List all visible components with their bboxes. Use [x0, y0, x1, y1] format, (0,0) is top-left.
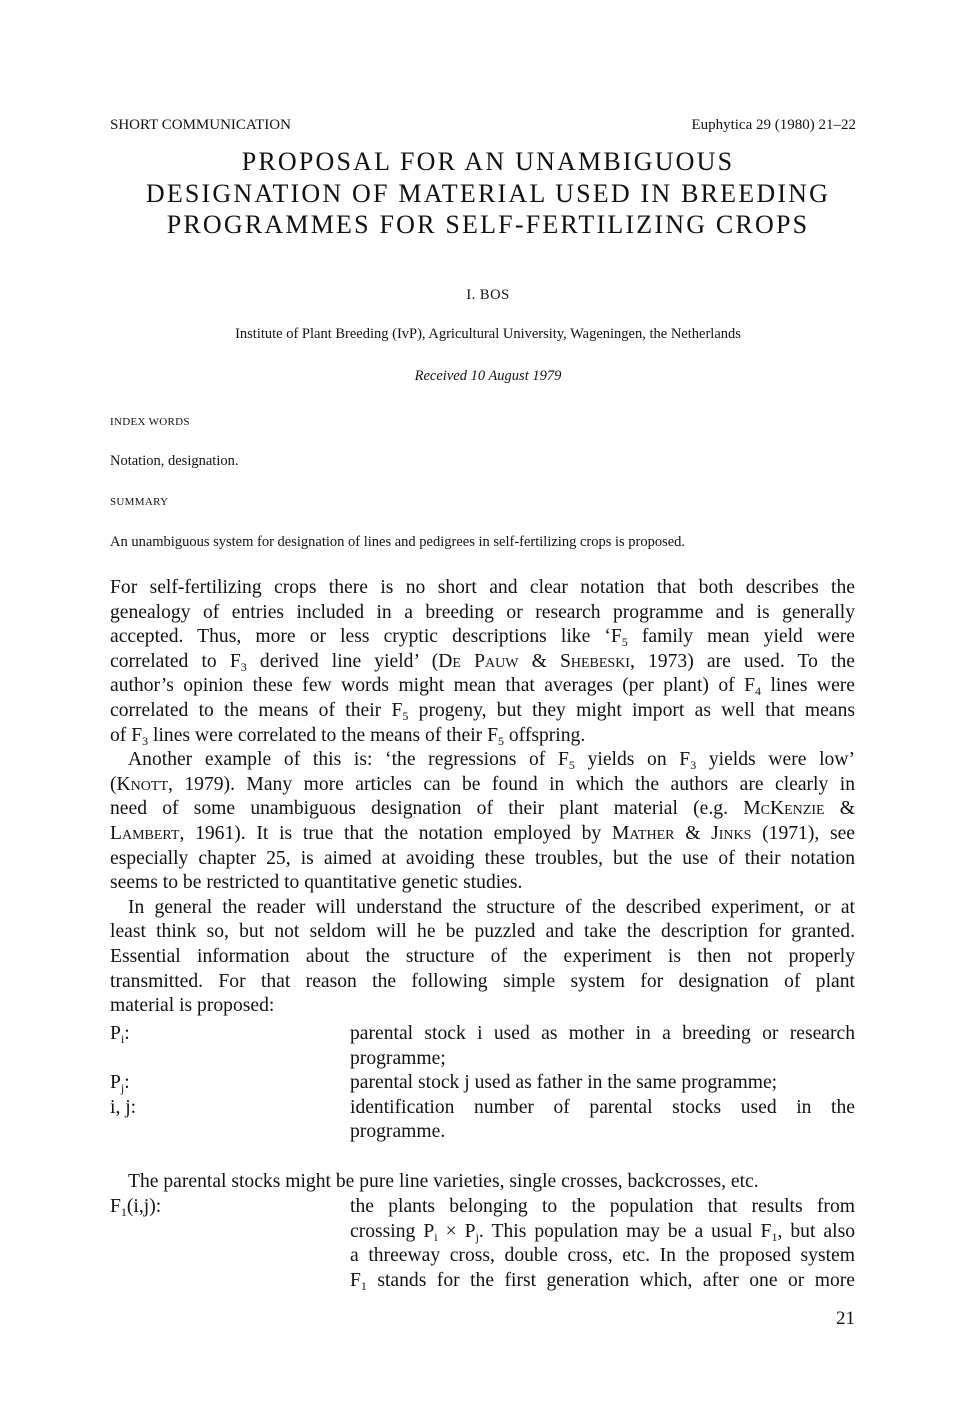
- text-run: (: [110, 773, 117, 795]
- subscript: i: [434, 1229, 438, 1244]
- text-run: the plants belonging to the population that results from: [350, 1196, 855, 1217]
- definitions-list-f1: [110, 1195, 855, 1293]
- definition-description: [350, 1195, 855, 1293]
- definition-item: [110, 1071, 855, 1096]
- running-header-citation: Euphytica 29 (1980) 21–22: [691, 117, 856, 133]
- text-run: , but also: [777, 1220, 855, 1242]
- text-line: [110, 945, 855, 970]
- subscript: 5: [568, 758, 575, 773]
- text-run: material is proposed:: [110, 995, 275, 1017]
- title-line: PROPOSAL FOR AN UNAMBIGUOUS: [241, 147, 735, 176]
- text-run: offspring.: [503, 724, 586, 746]
- author-citation: Mather: [611, 822, 675, 844]
- author-citation: Lambert: [110, 822, 180, 844]
- subscript: j: [475, 1229, 479, 1244]
- text-run: . This population may be a usual F: [478, 1220, 772, 1242]
- text-run: accepted. Thus, more or less cryptic descriptions like ‘F: [110, 626, 622, 648]
- summary-label: SUMMARY: [110, 496, 169, 508]
- text-line: [110, 674, 855, 699]
- subscript: i: [120, 1032, 125, 1046]
- text-run: Another example of this is: ‘the regressions of F: [128, 749, 569, 771]
- text-line: [110, 773, 855, 798]
- text-line: [110, 699, 855, 724]
- subscript: 1: [360, 1278, 367, 1293]
- text-run: transmitted. For that reason the following simple system for designation of plant: [110, 970, 855, 992]
- author-citation: McKenzie: [743, 798, 825, 820]
- text-run: :: [124, 1072, 130, 1094]
- text-line: [350, 1244, 855, 1269]
- text-run: , 1979). Many more articles can be found in which the authors are clearly in: [168, 773, 855, 795]
- index-words-label: INDEX WORDS: [110, 416, 190, 428]
- text-line: [110, 871, 855, 896]
- article-title: [0, 146, 976, 241]
- text-run: :: [124, 1023, 130, 1044]
- text-run: author’s opinion these few words might mean that averages (per plant) of F: [110, 675, 756, 697]
- text-run: (1971), see: [751, 822, 856, 844]
- text-line: [110, 724, 855, 749]
- summary-text: An unambiguous system for designation of lines and pedigrees in self-fertilizing crops is proposed.: [110, 534, 686, 550]
- text-line: [350, 1071, 855, 1096]
- subscript: j: [120, 1081, 125, 1096]
- text-line: [350, 1047, 855, 1072]
- subscript: 3: [142, 733, 149, 748]
- subscript: 4: [755, 684, 762, 699]
- index-words: Notation, designation.: [110, 453, 239, 469]
- text-run: × P: [437, 1220, 476, 1242]
- text-run: especially chapter 25, is aimed at avoiding these troubles, but the use of their notation: [110, 847, 855, 869]
- text-run: need of some unambiguous designation of their plant material (e.g.: [110, 798, 744, 820]
- text-run: least think so, but not seldom will he be puzzled and take the description for granted.: [110, 921, 855, 943]
- text-run: P: [110, 1023, 121, 1044]
- text-run: yields on F: [574, 749, 691, 771]
- author-citation: Jinks: [711, 822, 752, 844]
- subscript: 3: [690, 758, 697, 773]
- text-run: identification number of parental stocks used in the: [350, 1096, 855, 1118]
- author: I. BOS: [466, 287, 510, 303]
- text-run: &: [674, 822, 712, 844]
- text-run: P: [110, 1072, 121, 1094]
- text-run: , 1973) are used. To the: [629, 650, 855, 672]
- text-line: [110, 920, 855, 945]
- received-date: Received 10 August 1979: [414, 368, 562, 384]
- definition-description: [350, 1071, 855, 1096]
- text-line: [350, 1220, 855, 1245]
- definition-description: [350, 1096, 855, 1145]
- text-run: programme.: [350, 1121, 446, 1143]
- definition-term: [110, 1195, 350, 1293]
- text-run: crossing P: [350, 1220, 435, 1242]
- definition-item: [110, 1195, 855, 1293]
- text-line: [110, 970, 855, 995]
- text-line: [110, 601, 855, 626]
- affiliation: Institute of Plant Breeding (IvP), Agricultural University, Wageningen, the Netherlands: [235, 326, 741, 342]
- text-line: [350, 1022, 855, 1047]
- definition-term: [110, 1096, 350, 1145]
- text-line: [110, 896, 855, 921]
- text-run: genealogy of entries included in a breeding or research programme and is generally: [110, 601, 855, 623]
- text-run: stands for the first generation which, after one or more: [366, 1269, 855, 1291]
- subscript: 3: [240, 659, 247, 674]
- text-line: [110, 797, 855, 822]
- text-run: For self-fertilizing crops there is no short and clear notation that both describes the: [110, 577, 855, 598]
- text-run: a threeway cross, double cross, etc. In the proposed system: [350, 1245, 855, 1267]
- title-line: DESIGNATION OF MATERIAL USED IN BREEDING: [145, 178, 831, 208]
- title-line: PROGRAMMES FOR SELF-FERTILIZING CROPS: [166, 210, 810, 239]
- text-line: [110, 1170, 855, 1195]
- author-citation: Shebeski: [559, 650, 630, 672]
- text-run: In general the reader will understand the structure of the described experiment, or at: [128, 896, 855, 918]
- text-run: correlated to the means of their F: [110, 699, 403, 721]
- text-run: derived line yield’ (: [246, 650, 439, 672]
- text-line: [110, 847, 855, 872]
- text-run: The parental stocks might be pure line varieties, single crosses, backcrosses, etc.: [128, 1171, 759, 1192]
- page-number: 21: [836, 1308, 855, 1329]
- text-line: [110, 576, 855, 601]
- text-line: [110, 625, 855, 650]
- text-run: , 1961). It is true that the notation employed by: [179, 822, 612, 844]
- text-run: &: [824, 798, 856, 820]
- definition-item: [110, 1096, 855, 1145]
- text-run: yields were low’: [696, 749, 855, 771]
- subscript: 1: [120, 1205, 127, 1219]
- text-run: family mean yield were: [627, 626, 856, 648]
- text-run: correlated to F: [110, 650, 241, 672]
- text-line: [350, 1120, 855, 1145]
- author-citation: De Pauw: [438, 650, 519, 672]
- text-run: programme;: [350, 1047, 446, 1069]
- text-run: Essential information about the structure of the experiment is then not properly: [110, 945, 855, 967]
- author-citation: Knott: [116, 773, 169, 795]
- definition-term: [110, 1071, 350, 1096]
- text-run: i, j:: [110, 1096, 137, 1118]
- text-run: seems to be restricted to quantitative genetic studies.: [110, 872, 523, 894]
- text-line: [350, 1269, 855, 1294]
- text-run: (i,j):: [126, 1196, 162, 1217]
- body-text: [110, 576, 855, 1019]
- definition-item: [110, 1022, 855, 1071]
- text-run: F: [350, 1269, 361, 1291]
- definition-term: [110, 1022, 350, 1071]
- text-run: lines were correlated to the means of their F: [148, 724, 498, 746]
- definitions-list: [110, 1022, 855, 1145]
- text-line: [110, 650, 855, 675]
- subscript: 5: [402, 708, 409, 723]
- text-run: F: [110, 1196, 121, 1217]
- subscript: 5: [621, 635, 628, 650]
- text-run: parental stock j used as father in the same programme;: [350, 1072, 778, 1094]
- text-run: progeny, but they might import as well that means: [408, 699, 855, 721]
- text-run: lines were: [761, 675, 855, 697]
- subscript: 5: [497, 733, 504, 748]
- running-header-section: SHORT COMMUNICATION: [110, 117, 291, 133]
- text-line: [350, 1096, 855, 1121]
- text-line: [110, 994, 855, 1019]
- text-line: [110, 822, 855, 847]
- text-run: parental stock i used as mother in a breeding or research: [350, 1023, 855, 1044]
- paragraph-parental-stocks: [110, 1170, 855, 1195]
- text-line: [110, 748, 855, 773]
- text-run: of F: [110, 724, 143, 746]
- definition-description: [350, 1022, 855, 1071]
- subscript: 1: [771, 1229, 778, 1244]
- text-line: [350, 1195, 855, 1220]
- text-run: &: [518, 650, 560, 672]
